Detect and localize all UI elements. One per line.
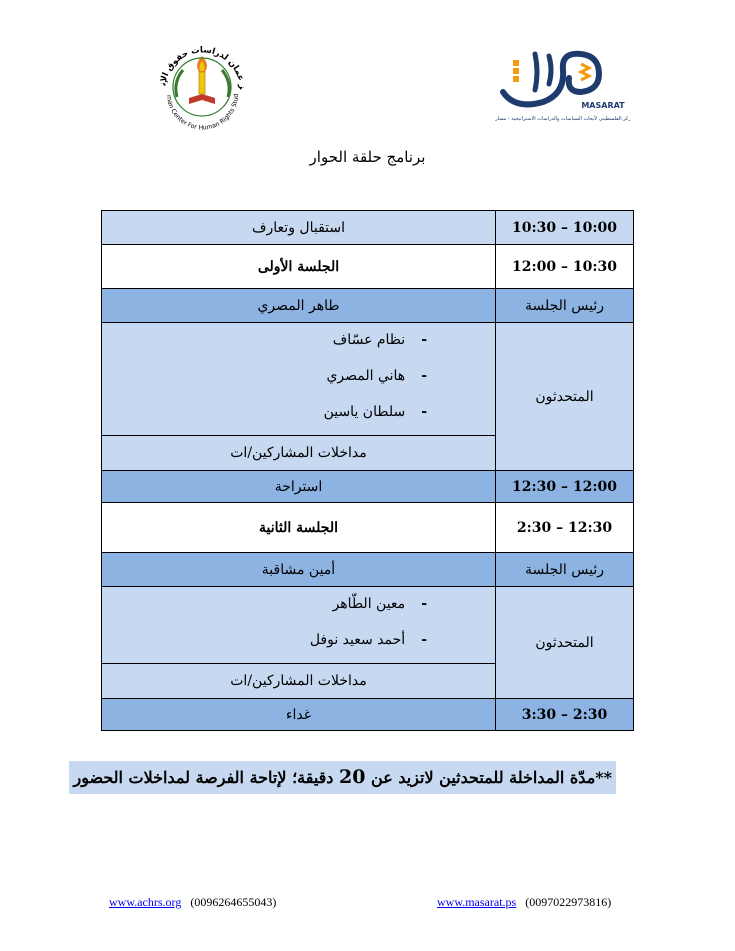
table-row	[102, 245, 634, 289]
speakers-list	[110, 587, 487, 663]
chair-label-cell: رئيس الجلسة	[496, 553, 634, 587]
time-cell: 10:30 – 12:00	[496, 245, 634, 289]
note-prefix: **مدّة المداخلة للمتحدثين لاتزيد عن	[365, 768, 612, 787]
speakers-list	[110, 323, 487, 435]
achrs-arabic-name: ز عمان لدراسات حقوق الإنسان	[158, 45, 248, 90]
masarat-logo	[495, 42, 630, 124]
list-item: - نظام عسّاف	[110, 327, 427, 363]
achrs-english-name: man Center For Human Rights Stud	[164, 93, 241, 130]
table-row	[102, 587, 634, 664]
table-row	[102, 503, 634, 553]
interventions-cell: مداخلات المشاركين/ات	[102, 436, 496, 471]
speakers-cell	[102, 587, 496, 664]
list-item: - سلطان ياسين	[110, 399, 427, 435]
time-cell: 2:30 – 3:30	[496, 699, 634, 731]
time-cell: 10:00 – 10:30	[496, 211, 634, 245]
note-text	[69, 761, 616, 794]
list-item: - هاني المصري	[110, 363, 427, 399]
table-row	[102, 211, 634, 245]
chair-label-cell: رئيس الجلسة	[496, 289, 634, 323]
speakers-label-cell: المتحدثون	[496, 323, 634, 471]
time-cell: 12:00 – 12:30	[496, 471, 634, 503]
table-row	[102, 699, 634, 731]
masarat-emblem-icon	[495, 42, 630, 124]
session-title-cell: الجلسة الثانية	[102, 503, 496, 553]
masarat-phone: (0097022973816)	[525, 895, 612, 909]
masarat-name: MASARAT	[581, 101, 625, 110]
page-title: برنامج حلقة الحوار	[309, 148, 426, 166]
time-cell: 12:30 – 2:30	[496, 503, 634, 553]
note-number: 20	[339, 766, 366, 788]
achrs-emblem-icon	[155, 42, 250, 130]
footer-masarat	[437, 895, 611, 910]
program-table	[101, 210, 634, 731]
activity-cell: استراحة	[102, 471, 496, 503]
note-suffix: دقيقة؛ لإتاحة الفرصة لمداخلات الحضور	[73, 768, 339, 787]
activity-cell: استقبال وتعارف	[102, 211, 496, 245]
table-row	[102, 323, 634, 436]
list-item: - أحمد سعيد نوفل	[110, 627, 427, 663]
table-row	[102, 553, 634, 587]
activity-cell: غداء	[102, 699, 496, 731]
table-row	[102, 289, 634, 323]
list-item: - معين الطّاهر	[110, 591, 427, 627]
table-row	[102, 471, 634, 503]
speakers-label-cell: المتحدثون	[496, 587, 634, 699]
achrs-logo	[155, 42, 250, 130]
speakers-cell	[102, 323, 496, 436]
interventions-cell: مداخلات المشاركين/ات	[102, 664, 496, 699]
chair-name-cell: أمين مشاقبة	[102, 553, 496, 587]
achrs-link[interactable]: www.achrs.org	[109, 895, 182, 909]
masarat-link[interactable]: www.masarat.ps	[437, 895, 517, 909]
chair-name-cell: طاهر المصري	[102, 289, 496, 323]
masarat-subtitle: المركز الفلسطيني لأبحاث السياسات والدراسات الاستراتيجية - مسارات	[495, 116, 630, 122]
achrs-phone: (0096264655043)	[190, 895, 277, 909]
session-title-cell: الجلسة الأولى	[102, 245, 496, 289]
footer-achrs	[109, 895, 276, 910]
